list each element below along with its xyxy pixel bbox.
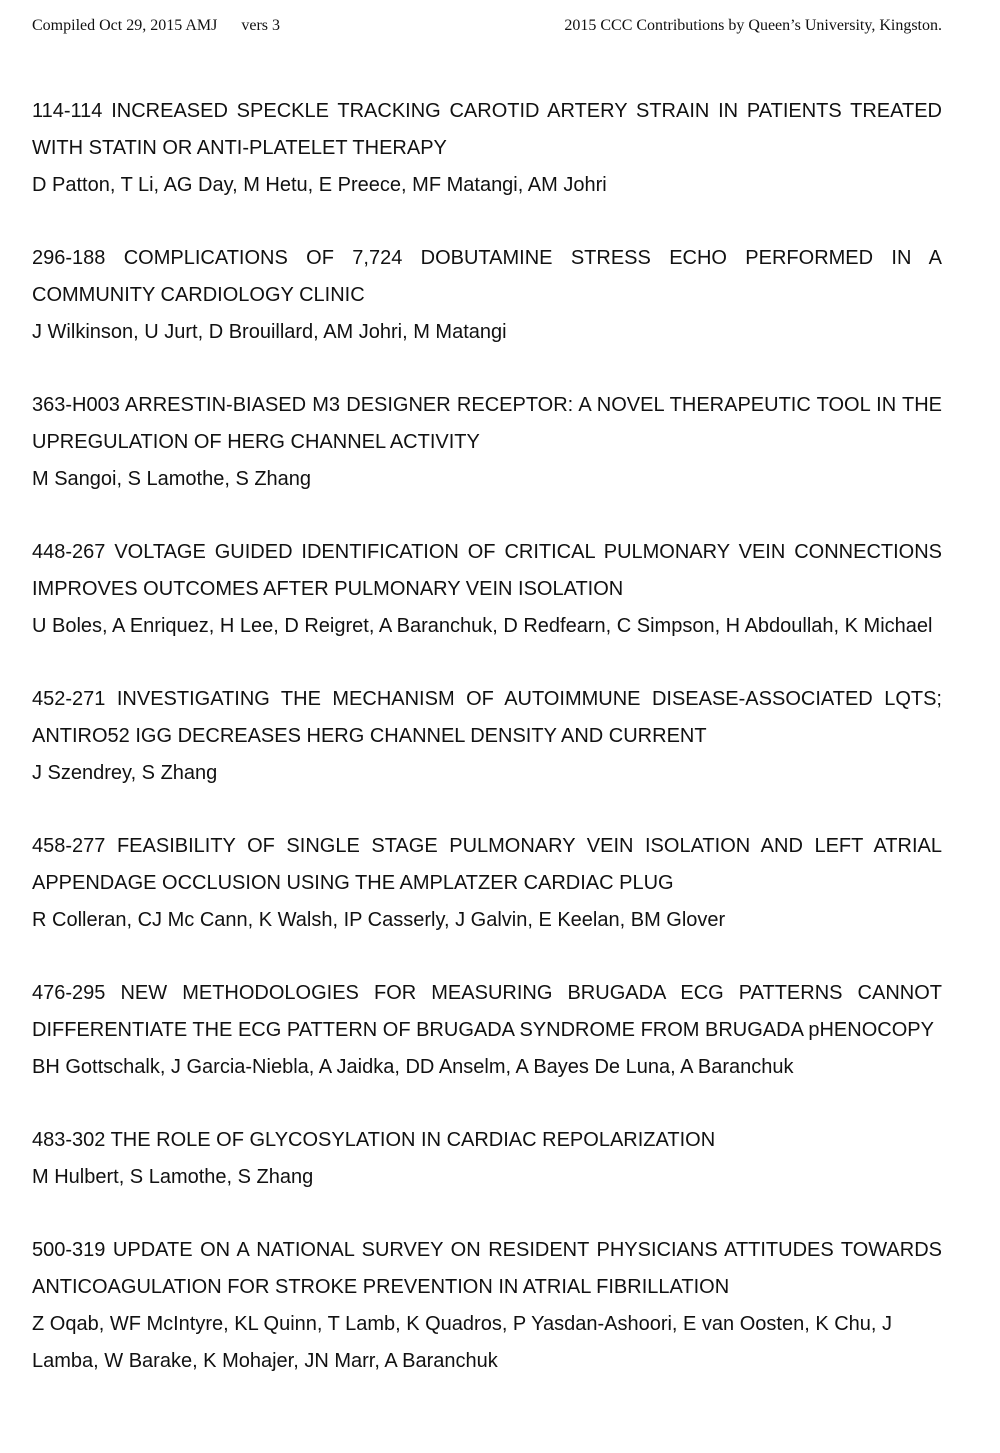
page-header (32, 14, 942, 38)
abstract-authors: M Hulbert, S Lamothe, S Zhang (32, 1166, 314, 1188)
abstract-entry (32, 1232, 942, 1380)
abstract-title: 458-277 FEASIBILITY OF SINGLE STAGE PULMONARY VEIN ISOLATION AND LEFT ATRIAL APPENDAGE OCCLUSION USING THE AMPLATZER CARDIAC PLUG (32, 835, 942, 894)
abstract-entry (32, 828, 942, 939)
abstract-title: 448-267 VOLTAGE GUIDED IDENTIFICATION OF CRITICAL PULMONARY VEIN CONNECTIONS IMPROVES OUTCOMES AFTER PULMONARY VEIN ISOLATION (32, 541, 942, 600)
abstract-entry (32, 1122, 942, 1196)
abstract-authors: U Boles, A Enriquez, H Lee, D Reigret, A Baranchuk, D Redfearn, C Simpson, H Abdoullah, K Michael (32, 615, 933, 637)
abstract-entry (32, 534, 942, 645)
abstract-authors: R Colleran, CJ Mc Cann, K Walsh, IP Casserly, J Galvin, E Keelan, BM Glover (32, 909, 726, 931)
abstract-authors: J Szendrey, S Zhang (32, 762, 218, 784)
header-compiled-info: Compiled Oct 29, 2015 AMJ vers 3 (32, 17, 280, 34)
abstract-entry (32, 387, 942, 498)
abstract-title: 476-295 NEW METHODOLOGIES FOR MEASURING BRUGADA ECG PATTERNS CANNOT DIFFERENTIATE THE ECG PATTERN OF BRUGADA SYNDROME FROM BRUGADA pHENOCOPY (32, 982, 942, 1041)
abstract-entry (32, 93, 942, 204)
abstract-authors: Z Oqab, WF McIntyre, KL Quinn, T Lamb, K Quadros, P Yasdan-Ashoori, E van Oosten, K Chu, J Lamba, W Barake, K Mohajer, JN Marr, A Baranchuk (32, 1313, 893, 1372)
abstract-authors: BH Gottschalk, J Garcia-Niebla, A Jaidka, DD Anselm, A Bayes De Luna, A Baranchuk (32, 1056, 794, 1078)
header-publication-title: 2015 CCC Contributions by Queen’s University, Kingston. (564, 17, 942, 34)
abstract-title: 296-188 COMPLICATIONS OF 7,724 DOBUTAMINE STRESS ECHO PERFORMED IN A COMMUNITY CARDIOLOGY CLINIC (32, 247, 942, 306)
abstract-title: 452-271 INVESTIGATING THE MECHANISM OF AUTOIMMUNE DISEASE-ASSOCIATED LQTS; ANTIRO52 IGG DECREASES HERG CHANNEL DENSITY AND CURRENT (32, 688, 942, 747)
abstract-authors: M Sangoi, S Lamothe, S Zhang (32, 468, 312, 490)
abstract-authors: D Patton, T Li, AG Day, M Hetu, E Preece, MF Matangi, AM Johri (32, 174, 607, 196)
abstract-authors: J Wilkinson, U Jurt, D Brouillard, AM Johri, M Matangi (32, 321, 507, 343)
abstract-entry (32, 240, 942, 351)
abstract-title: 114-114 INCREASED SPECKLE TRACKING CAROTID ARTERY STRAIN IN PATIENTS TREATED WITH STATIN OR ANTI-PLATELET THERAPY (32, 100, 942, 159)
abstract-entry (32, 681, 942, 792)
abstract-title: 363-H003 ARRESTIN-BIASED M3 DESIGNER RECEPTOR: A NOVEL THERAPEUTIC TOOL IN THE UPREGULATION OF HERG CHANNEL ACTIVITY (32, 394, 942, 453)
abstract-entry (32, 975, 942, 1086)
abstract-title: 483-302 THE ROLE OF GLYCOSYLATION IN CARDIAC REPOLARIZATION (32, 1129, 716, 1151)
abstract-list (32, 93, 942, 1416)
abstract-title: 500-319 UPDATE ON A NATIONAL SURVEY ON RESIDENT PHYSICIANS ATTITUDES TOWARDS ANTICOAGULATION FOR STROKE PREVENTION IN ATRIAL FIBRILLATION (32, 1239, 942, 1298)
